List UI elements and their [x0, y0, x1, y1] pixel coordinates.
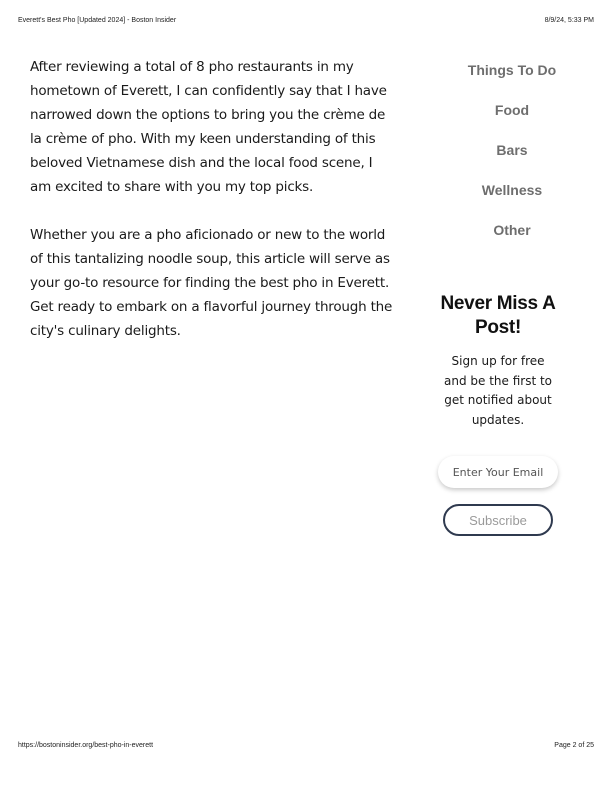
- nav-item-bars[interactable]: Bars: [496, 142, 528, 158]
- print-url: https://bostoninsider.org/best-pho-in-everett: [18, 742, 154, 749]
- email-input[interactable]: [438, 456, 558, 488]
- nav-item-food[interactable]: Food: [494, 102, 530, 118]
- article-paragraph: Whether you are a pho aficionado or new to the world of this tantalizing noodle soup, this article will serve as your go-to resource for finding the best pho in Everett. Get ready to embark on a flavorful journey through the city's culinary delights.: [30, 227, 393, 339]
- print-header: [18, 17, 594, 24]
- print-footer: [18, 742, 594, 749]
- newsletter-description: Sign up for free and be the first to get notified about updates.: [443, 354, 553, 427]
- newsletter-signup: [430, 292, 566, 536]
- nav-item-things-to-do[interactable]: Things To Do: [467, 62, 557, 78]
- article-body: [30, 55, 395, 367]
- subscribe-button[interactable]: Subscribe: [443, 504, 553, 536]
- print-page-number: Page 2 of 25: [554, 742, 594, 749]
- sidebar-category-nav: [440, 58, 584, 258]
- print-page-title: Everett's Best Pho [Updated 2024] - Boston Insider: [18, 17, 177, 24]
- nav-item-other[interactable]: Other: [493, 222, 531, 238]
- article-paragraph: After reviewing a total of 8 pho restaurants in my hometown of Everett, I can confidently say that I have narrowed down the options to bring you the crème de la crème of pho. With my keen understanding of this beloved Vietnamese dish and the local food scene, I am excited to share with you my top picks.: [30, 59, 387, 195]
- newsletter-title: Never Miss A Post!: [440, 293, 556, 338]
- print-datetime: 8/9/24, 5:33 PM: [544, 17, 594, 24]
- nav-item-wellness[interactable]: Wellness: [481, 182, 543, 198]
